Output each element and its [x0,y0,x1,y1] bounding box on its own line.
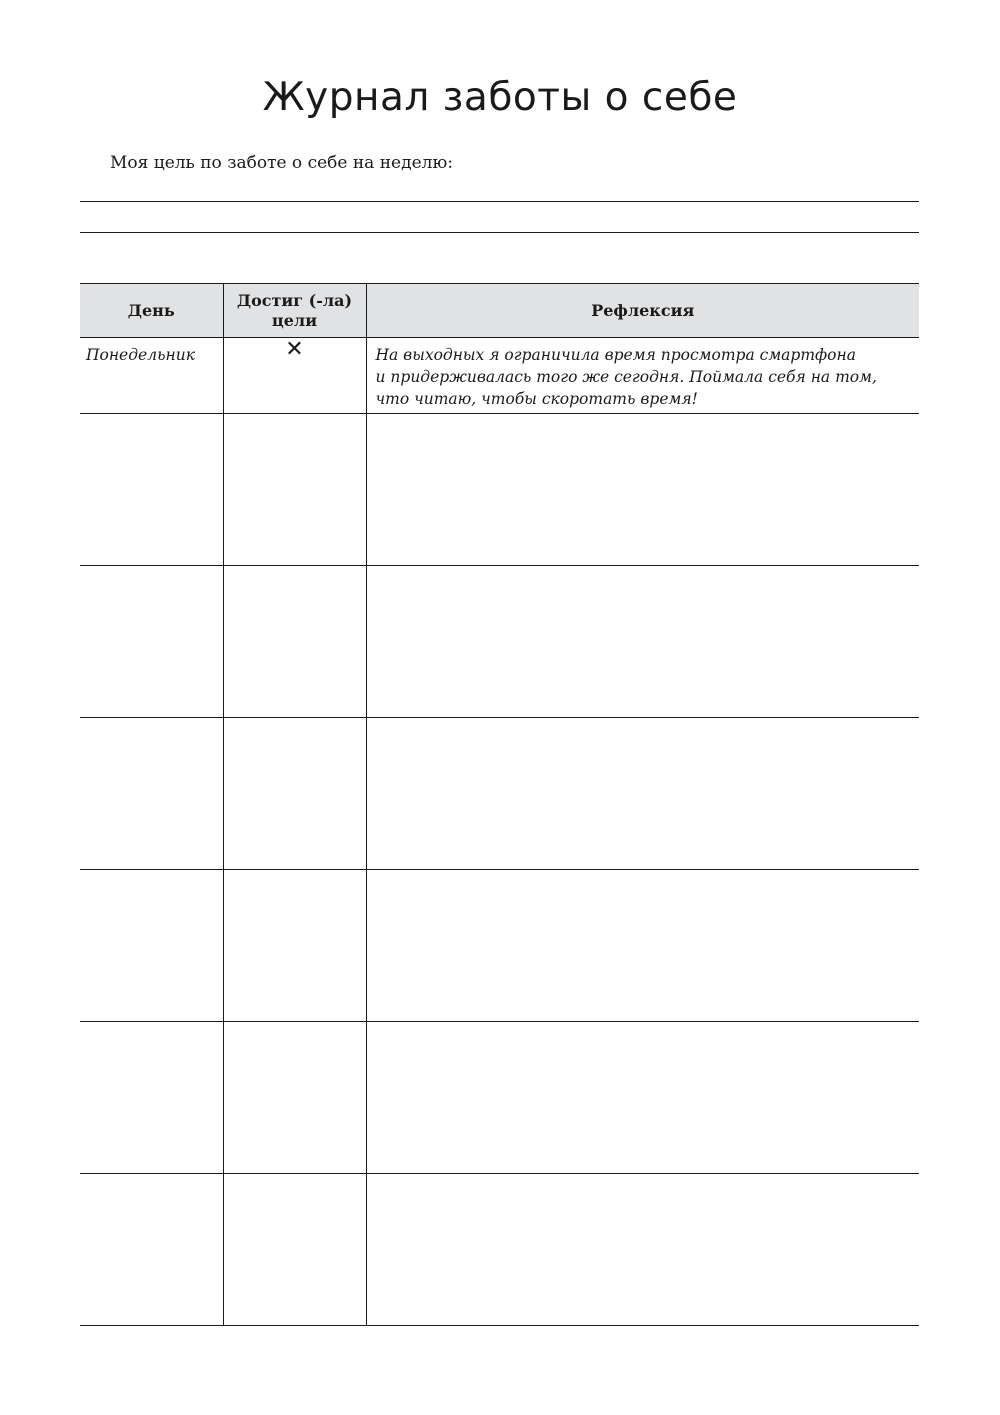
goal-achieved-cell[interactable] [223,718,366,870]
reflection-cell[interactable] [366,566,919,718]
reflection-line: что читаю, чтобы скоротать время! [375,390,698,408]
reflection-cell[interactable] [366,1022,919,1174]
goal-write-line[interactable] [80,201,919,202]
cross-mark-icon: ✕ [285,337,304,362]
day-cell[interactable] [80,718,223,870]
goal-achieved-cell[interactable] [223,870,366,1022]
day-cell[interactable] [80,870,223,1022]
day-cell[interactable] [80,338,223,414]
table-row-example [80,338,919,414]
page-title: Журнал заботы о себе [262,75,738,120]
reflection-cell[interactable] [366,870,919,1022]
day-label: Понедельник [86,346,195,364]
day-cell[interactable] [80,1174,223,1326]
table-row [80,1022,919,1174]
reflection-cell[interactable] [366,718,919,870]
reflection-cell[interactable] [366,414,919,566]
reflection-line: и придерживалась того же сегодня. Поймала себя на том, [375,368,877,386]
goal-write-line[interactable] [80,232,919,233]
header-reflection: Рефлексия [366,284,919,338]
goal-achieved-cell[interactable] [223,1174,366,1326]
day-cell[interactable] [80,414,223,566]
goal-achieved-cell[interactable] [223,1022,366,1174]
day-cell[interactable] [80,1022,223,1174]
table-header-row [80,284,919,338]
day-cell[interactable] [80,566,223,718]
goal-achieved-cell[interactable] [223,414,366,566]
reflection-line: На выходных я ограничила время просмотра смартфона [375,346,856,364]
table-row [80,566,919,718]
table-row [80,870,919,1022]
table-row [80,414,919,566]
reflection-cell[interactable] [366,1174,919,1326]
goal-achieved-cell[interactable] [223,566,366,718]
goal-achieved-cell[interactable] [223,338,366,414]
reflection-text [367,338,920,410]
table-row [80,718,919,870]
table-row [80,1174,919,1326]
self-care-journal-table [80,283,919,1326]
weekly-goal-prompt: Моя цель по заботе о себе на неделю: [110,153,453,173]
header-goal-achieved: Достиг (-ла) цели [223,284,366,338]
reflection-cell[interactable] [366,338,919,414]
header-day: День [80,284,223,338]
